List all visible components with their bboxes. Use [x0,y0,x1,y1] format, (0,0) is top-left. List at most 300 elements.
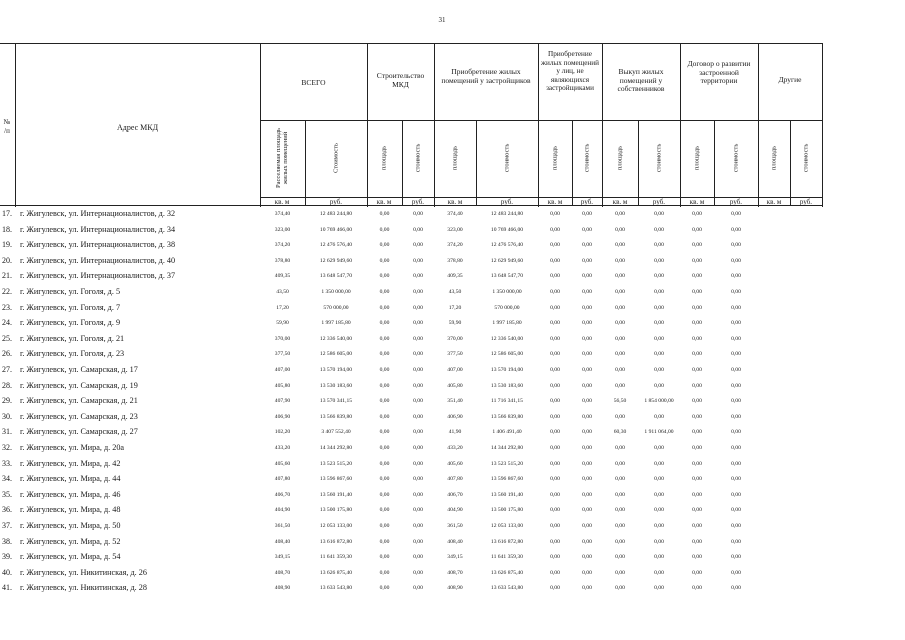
row-value: 14 344 292,80 [319,445,353,451]
row-value: 404,90 [274,507,291,514]
row-value: 0,00 [692,491,702,498]
unit-sqm-2: кв. м [376,198,392,206]
row-value: 59,90 [448,320,462,327]
row-value: 0,00 [413,304,423,311]
table-row [0,583,905,598]
row-value: 0,00 [582,523,592,529]
row-value: 0,00 [413,429,423,436]
row-value: 0,00 [731,585,741,592]
row-value: 13 560 191,40 [490,491,524,498]
row-number: 21. [2,271,12,281]
row-value: 0,00 [692,398,702,405]
row-value: 0,00 [379,554,390,561]
row-value: 11 716 341,15 [491,398,523,405]
row-value: 407,80 [274,476,291,483]
row-value: 0,00 [692,304,702,311]
row-value: 0,00 [413,523,423,529]
row-value: 12 629 949,60 [490,257,524,264]
row-value: 0,00 [654,226,664,233]
row-value: 374,40 [274,211,291,217]
row-value: 0,00 [692,382,702,389]
subheader-construction-area: площадь [380,145,388,171]
table-row [0,568,905,583]
row-value: 0,00 [550,335,560,342]
row-value: 0,00 [692,585,702,592]
row-value: 0,00 [731,257,741,264]
row-value: 12 629 949,60 [319,257,353,264]
subheader-development-area: площадь [693,145,701,171]
header-buyout: Выкуп жилых помещений у собственников [617,67,665,93]
row-value: 0,00 [692,460,702,467]
row-value: 0,00 [379,367,390,373]
row-value: 0,00 [582,460,592,467]
row-value: 13 626 875,40 [490,569,524,576]
row-address: г. Жигулевск, ул. Интернационалистов, д. 34 [20,224,176,234]
row-number: 24. [2,318,12,328]
row-value: 13 560 191,40 [319,491,353,498]
row-value: 0,00 [379,226,390,233]
row-value: 0,00 [582,491,592,498]
row-value: 0,00 [692,538,702,545]
row-value: 0,00 [413,569,423,576]
row-number: 35. [2,489,12,499]
row-value: 14 344 292,80 [490,445,524,451]
row-value: 0,00 [550,226,560,233]
row-value: 0,00 [615,211,625,217]
row-value: 0,00 [731,491,741,498]
row-value: 349,15 [274,554,291,561]
row-value: 0,00 [731,429,741,436]
row-address: г. Жигулевск, ул. Мира, д. 46 [20,489,121,499]
table-row [0,287,905,302]
row-value: 13 570 194,00 [319,367,353,373]
row-value: 0,00 [654,351,664,358]
table-row [0,318,905,333]
row-value: 0,00 [615,367,625,373]
row-value: 408,70 [447,569,463,576]
page-number: 31 [438,16,446,24]
row-number: 30. [2,411,12,421]
row-number: 19. [2,240,12,250]
row-value: 13 633 543,80 [319,585,353,592]
row-value: 0,00 [615,460,625,467]
row-value: 0,00 [550,507,560,514]
row-value: 0,00 [582,273,592,280]
row-value: 12 053 133,00 [490,523,524,529]
row-value: 0,00 [550,273,560,280]
row-address: г. Жигулевск, ул. Никитинская, д. 26 [20,567,147,577]
row-value: 0,00 [582,398,592,405]
row-number: 32. [2,443,12,452]
row-value: 0,00 [731,460,741,467]
row-value: 12 053 133,00 [319,523,353,529]
row-value: 0,00 [692,507,702,514]
row-number: 23. [2,302,12,312]
row-value: 405,80 [447,382,463,389]
row-address: г. Жигулевск, ул. Мира, д. 20а [20,443,125,452]
row-value: 0,00 [582,507,592,514]
row-value: 0,00 [379,507,390,514]
row-value: 12 483 244,80 [490,211,524,217]
row-value: 0,00 [615,569,625,576]
row-value: 0,00 [379,460,390,467]
row-address: г. Жигулевск, ул. Гоголя, д. 21 [20,333,125,343]
row-value: 0,00 [615,351,625,358]
row-address: г. Жигулевск, ул. Мира, д. 44 [20,474,121,484]
row-address: г. Жигулевск, ул. Мира, д. 54 [20,552,121,562]
row-value: 0,00 [654,273,664,280]
row-value: 60,30 [613,429,627,436]
row-value: 370,00 [447,335,463,342]
table-row [0,427,905,442]
row-value: 13 523 515,20 [319,460,353,467]
row-value: 0,00 [582,289,592,295]
header-no-line2: /п [4,126,10,135]
row-value: 0,00 [615,273,625,280]
row-value: 570 000,00 [494,304,520,311]
row-value: 351,40 [447,398,463,405]
row-value: 0,00 [731,507,741,514]
row-number: 37. [2,521,12,530]
subheader-other-cost: стоимость [802,143,810,173]
subheader-developers-cost: стоимость [503,143,511,173]
row-value: 0,00 [550,382,560,389]
row-value: 13 530 183,60 [319,382,353,389]
row-value: 0,00 [731,476,741,483]
row-address: г. Жигулевск, ул. Самарская, д. 17 [20,365,138,374]
row-value: 0,00 [550,523,560,529]
row-value: 12 476 576,40 [319,242,353,249]
row-value: 0,00 [550,367,560,373]
row-value: 0,00 [615,289,625,295]
subheader-development-cost: стоимость [732,143,740,173]
row-value: 0,00 [654,304,664,311]
row-value: 0,00 [692,335,702,342]
row-value: 13 500 175,80 [490,507,524,514]
row-address: г. Жигулевск, ул. Мира, д. 50 [20,521,121,530]
row-value: 0,00 [550,445,560,451]
row-value: 0,00 [731,413,741,420]
row-value: 0,00 [379,382,390,389]
unit-sqm-1: кв. м [274,198,290,206]
unit-rub-6: руб. [729,198,743,206]
row-value: 0,00 [550,351,560,358]
row-value: 0,00 [615,226,625,233]
table-row [0,225,905,240]
row-value: 0,00 [692,351,702,358]
row-value: 0,00 [550,429,560,436]
row-value: 1 350 000,00 [492,289,522,295]
row-value: 377,50 [447,351,463,358]
row-value: 0,00 [615,413,625,420]
row-value: 11 641 359,30 [320,554,352,561]
row-value: 0,00 [413,242,423,249]
subheader-cost-total: Стоимость [332,143,340,173]
row-value: 0,00 [654,585,664,592]
row-value: 0,00 [413,257,423,264]
row-value: 0,00 [615,445,625,451]
row-value: 0,00 [615,507,625,514]
row-value: 0,00 [654,413,664,420]
row-value: 0,00 [692,320,702,327]
row-value: 0,00 [731,226,741,233]
row-value: 12 336 540,00 [490,335,524,342]
row-value: 1 997 185,80 [492,320,522,327]
row-value: 0,00 [582,320,592,327]
row-value: 378,80 [274,257,291,264]
row-value: 370,00 [274,335,291,342]
row-value: 0,00 [379,491,390,498]
row-number: 33. [2,458,12,468]
subheader-other-area: площадь [770,145,778,171]
row-value: 0,00 [550,554,560,561]
row-value: 0,00 [413,273,423,280]
table-row [0,396,905,411]
row-address: г. Жигулевск, ул. Гоголя, д. 23 [20,349,125,359]
row-value: 407,00 [447,367,463,373]
table-row [0,381,905,396]
row-address: г. Жигулевск, ул. Самарская, д. 19 [20,380,138,390]
row-value: 0,00 [654,335,664,342]
row-value: 0,00 [692,289,702,295]
row-address: г. Жигулевск, ул. Гоголя, д. 5 [20,287,121,296]
row-value: 323,00 [447,226,463,233]
row-number: 39. [2,552,12,562]
row-value: 0,00 [582,413,592,420]
row-value: 406,70 [274,491,291,498]
row-value: 13 616 872,80 [319,538,353,545]
table-row [0,349,905,364]
row-value: 0,00 [654,320,664,327]
row-value: 0,00 [550,538,560,545]
row-value: 405,60 [447,460,463,467]
table-row [0,240,905,255]
row-value: 0,00 [379,538,390,545]
row-value: 0,00 [379,351,390,358]
row-value: 0,00 [692,476,702,483]
row-value: 0,00 [731,273,741,280]
row-value: 0,00 [413,289,423,295]
row-value: 0,00 [379,257,390,264]
table-row [0,521,905,536]
row-value: 0,00 [654,211,664,217]
table-row [0,334,905,349]
row-value: 0,00 [654,491,664,498]
row-value: 0,00 [654,460,664,467]
row-value: 0,00 [379,445,390,451]
row-value: 0,00 [731,445,741,451]
subheader-developers-area: площадь [451,145,459,171]
row-value: 0,00 [692,413,702,420]
row-value: 13 500 175,80 [319,507,353,514]
row-number: 28. [2,380,12,390]
row-value: 0,00 [582,476,592,483]
unit-rub-5: руб. [652,198,666,206]
row-value: 0,00 [692,242,702,249]
row-value: 1 911 064,00 [644,429,674,436]
row-value: 0,00 [615,476,625,483]
row-value: 0,00 [550,460,560,467]
row-value: 41,90 [448,429,462,436]
row-value: 433,20 [274,445,291,451]
row-value: 0,00 [731,304,741,311]
row-value: 0,00 [379,273,390,280]
row-value: 13 626 875,40 [319,569,353,576]
row-value: 0,00 [550,569,560,576]
row-value: 0,00 [615,304,625,311]
unit-rub-4: руб. [580,198,594,206]
row-value: 0,00 [582,585,592,592]
row-value: 0,00 [550,242,560,249]
row-value: 378,80 [447,257,463,264]
row-number: 29. [2,396,12,406]
header-no [0,118,14,135]
row-value: 1 854 000,00 [644,398,674,405]
row-value: 0,00 [413,351,423,358]
row-value: 0,00 [692,429,702,436]
row-value: 0,00 [731,335,741,342]
row-value: 0,00 [379,429,390,436]
row-value: 0,00 [379,242,390,249]
row-number: 41. [2,583,12,593]
header-construction: Строительство МКД [376,71,425,89]
row-value: 13 570 341,15 [319,398,353,405]
row-value: 407,80 [447,476,463,483]
row-value: 0,00 [731,320,741,327]
table-row [0,552,905,567]
row-address: г. Жигулевск, ул. Интернационалистов, д. 38 [20,240,176,250]
subheader-nondevelopers-area: площадь [551,145,559,171]
row-value: 0,00 [550,211,560,217]
row-value: 13 523 515,20 [490,460,524,467]
row-value: 361,50 [447,523,463,529]
row-value: 0,00 [615,382,625,389]
row-value: 408,90 [274,585,291,592]
row-value: 0,00 [582,445,592,451]
row-value: 0,00 [550,398,560,405]
row-value: 0,00 [654,523,664,529]
row-value: 0,00 [413,413,423,420]
row-address: г. Жигулевск, ул. Мира, д. 52 [20,536,121,546]
row-value: 349,15 [447,554,463,561]
header-address: Адрес МКД [116,123,159,132]
row-value: 0,00 [654,242,664,249]
row-value: 13 596 867,60 [490,476,524,483]
row-value: 0,00 [615,320,625,327]
row-value: 570 000,00 [323,304,349,311]
header-development: Договор о развитии застроенной территории [687,59,751,85]
unit-rub-7: руб. [799,198,813,206]
row-value: 13 648 547,70 [319,273,353,280]
row-value: 12 476 576,40 [490,242,524,249]
row-value: 0,00 [413,382,423,389]
row-value: 0,00 [615,335,625,342]
subheader-resettled-area-text: Расселяемая площадь жилых помещений [275,127,289,189]
row-value: 0,00 [413,476,423,483]
row-value: 374,40 [447,211,463,217]
row-value: 13 633 543,80 [490,585,524,592]
row-value: 407,00 [274,367,291,373]
unit-rub-3: руб. [500,198,514,206]
row-value: 11 641 359,30 [491,554,523,561]
row-value: 43,50 [448,289,462,295]
row-value: 0,00 [379,413,390,420]
row-value: 0,00 [654,289,664,295]
row-value: 0,00 [615,491,625,498]
row-value: 0,00 [654,538,664,545]
row-address: г. Жигулевск, ул. Никитинская, д. 28 [20,583,147,593]
row-value: 0,00 [654,554,664,561]
row-value: 0,00 [731,367,741,373]
row-address: г. Жигулевск, ул. Гоголя, д. 7 [20,302,121,312]
subheader-buyout-cost: стоимость [655,143,663,173]
row-address: г. Жигулевск, ул. Мира, д. 48 [20,505,121,515]
row-value: 0,00 [413,554,423,561]
row-value: 361,50 [274,523,291,529]
row-value: 0,00 [582,226,592,233]
row-value: 0,00 [654,367,664,373]
row-value: 0,00 [615,523,625,529]
row-number: 20. [2,255,12,265]
row-value: 374,20 [274,242,291,249]
row-value: 10 769 466,00 [490,226,524,233]
row-value: 0,00 [582,382,592,389]
row-number: 38. [2,536,12,546]
row-value: 0,00 [654,257,664,264]
row-number: 31. [2,427,12,437]
row-value: 0,00 [615,242,625,249]
row-value: 0,00 [731,351,741,358]
table-row [0,209,905,224]
header-no-line1: № [3,118,11,126]
row-value: 0,00 [413,226,423,233]
row-value: 17,20 [276,304,289,311]
row-value: 0,00 [379,569,390,576]
unit-sqm-5: кв. м [612,198,628,206]
row-number: 26. [2,349,12,359]
row-value: 323,00 [274,226,291,233]
row-value: 0,00 [582,351,592,358]
row-value: 0,00 [379,585,390,592]
row-value: 0,00 [731,523,741,529]
row-value: 0,00 [379,289,390,295]
row-value: 0,00 [413,398,423,405]
row-value: 408,40 [447,538,463,545]
row-value: 409,35 [447,273,463,280]
header-other: Другие [778,75,802,84]
row-value: 56,50 [613,398,627,405]
subheader-nondevelopers-cost: стоимость [583,143,591,173]
row-number: 40. [2,567,12,577]
table-row [0,505,905,520]
row-address: г. Жигулевск, ул. Самарская, д. 27 [20,427,138,437]
row-value: 0,00 [731,554,741,561]
row-value: 0,00 [731,398,741,405]
row-address: г. Жигулевск, ул. Самарская, д. 21 [20,396,138,406]
row-address: г. Жигулевск, ул. Интернационалистов, д. 37 [20,271,176,281]
table-row [0,459,905,474]
row-value: 0,00 [413,335,423,342]
row-number: 27. [2,365,12,374]
row-value: 1 406 491,40 [492,429,522,436]
row-value: 0,00 [615,538,625,545]
row-address: г. Жигулевск, ул. Интернационалистов, д. 40 [20,255,176,265]
row-value: 0,00 [731,538,741,545]
header-purchase-nondevelopers: Приобретение жилых помещений у лиц, не являющихся застройщиками [541,50,599,92]
row-value: 0,00 [413,507,423,514]
row-value: 0,00 [413,367,423,373]
row-value: 408,90 [447,585,463,592]
